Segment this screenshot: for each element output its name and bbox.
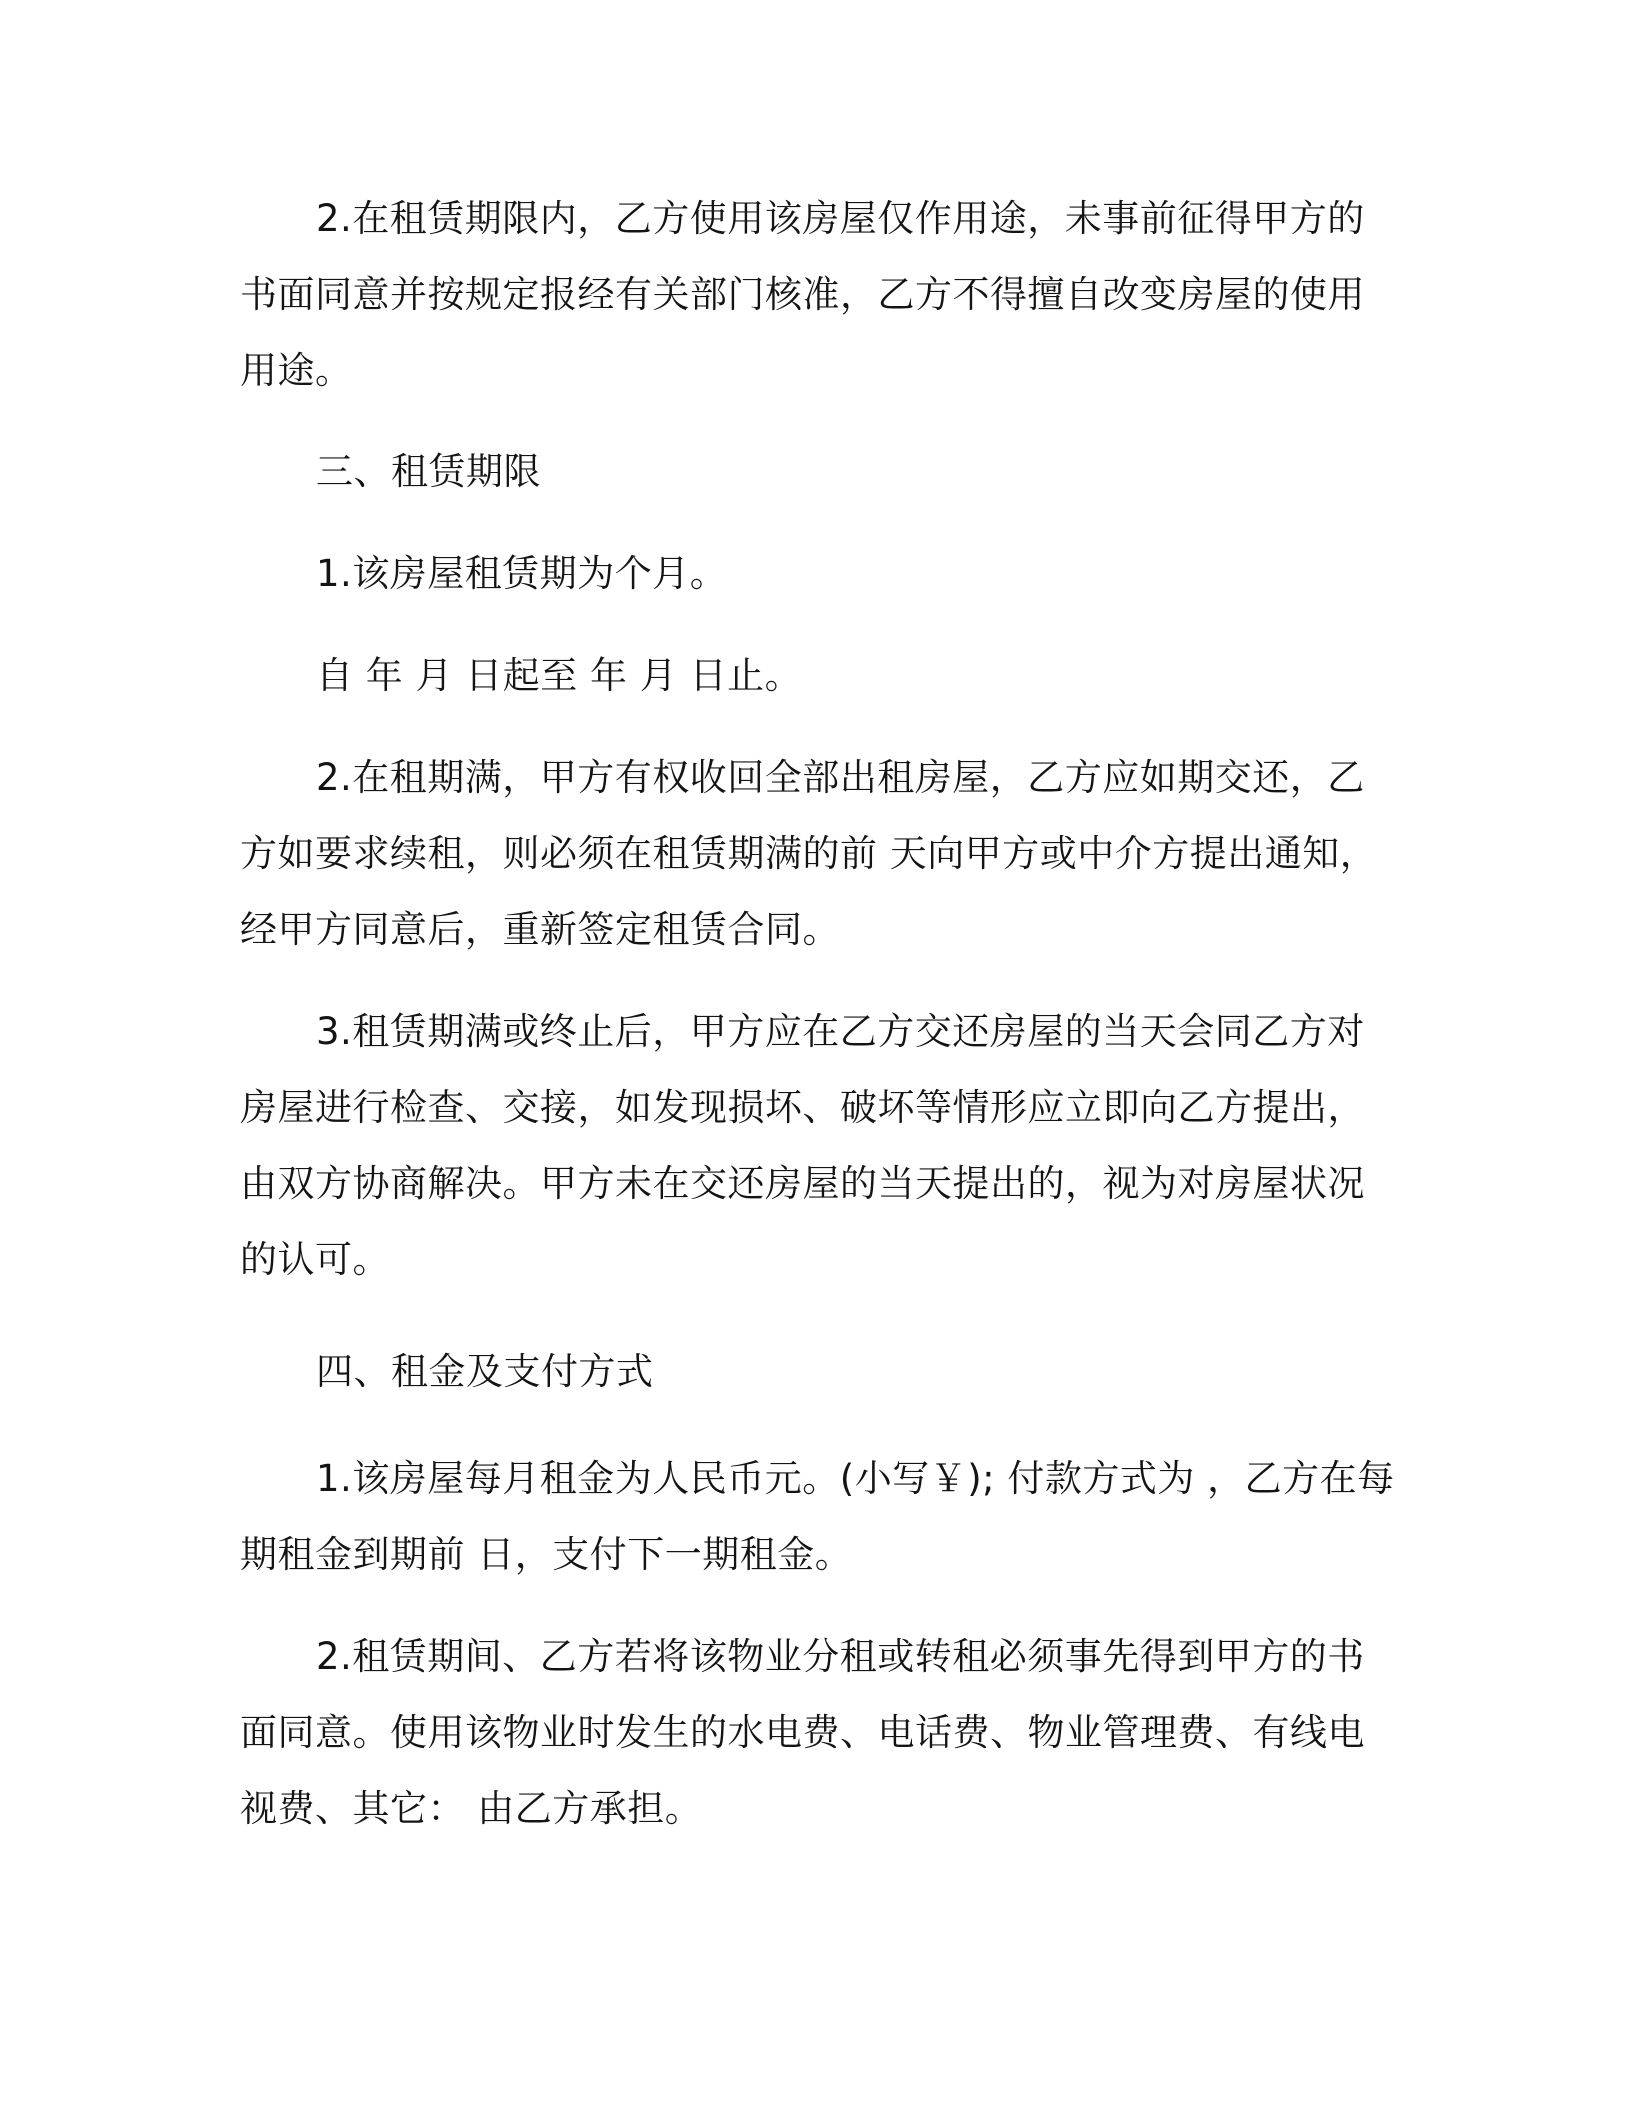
term-clause-3-line-4: 的认可。 [240, 1238, 390, 1281]
rent-clause-2-line-2: 面同意。使用该物业时发生的水电费、电话费、物业管理费、有线电 [240, 1711, 1365, 1754]
term-dates: 自 年 月 日起至 年 月 日止。 [316, 654, 803, 697]
clause-2-line-3: 用途。 [240, 349, 353, 392]
clause-2-line-2: 书面同意并按规定报经有关部门核准，乙方不得擅自改变房屋的使用 [240, 273, 1365, 316]
rent-clause-2-line-3: 视费、其它： 由乙方承担。 [240, 1787, 703, 1830]
rent-clause-1-line-1: 1.该房屋每月租金为人民币元。(小写￥); 付款方式为 ，乙方在每 [316, 1457, 1395, 1500]
section-4-heading: 四、租金及支付方式 [316, 1350, 654, 1393]
term-clause-1: 1.该房屋租赁期为个月。 [316, 552, 728, 595]
term-clause-2-line-3: 经甲方同意后，重新签定租赁合同。 [240, 908, 840, 951]
term-clause-3-line-1: 3.租赁期满或终止后，甲方应在乙方交还房屋的当天会同乙方对 [316, 1010, 1365, 1053]
section-3-heading: 三、租赁期限 [316, 450, 541, 493]
rent-clause-1-line-2: 期租金到期前 日，支付下一期租金。 [240, 1533, 853, 1576]
term-clause-2-line-2: 方如要求续租，则必须在租赁期满的前 天向甲方或中介方提出通知， [240, 832, 1378, 875]
term-clause-2-line-1: 2.在租期满，甲方有权收回全部出租房屋，乙方应如期交还，乙 [316, 756, 1365, 799]
term-clause-3-line-2: 房屋进行检查、交接，如发现损坏、破坏等情形应立即向乙方提出， [240, 1086, 1365, 1129]
rent-clause-2-line-1: 2.租赁期间、乙方若将该物业分租或转租必须事先得到甲方的书 [316, 1635, 1365, 1678]
term-clause-3-line-3: 由双方协商解决。甲方未在交还房屋的当天提出的，视为对房屋状况 [240, 1162, 1365, 1205]
clause-2-line-1: 2.在租赁期限内，乙方使用该房屋仅作用途，未事前征得甲方的 [316, 197, 1365, 240]
